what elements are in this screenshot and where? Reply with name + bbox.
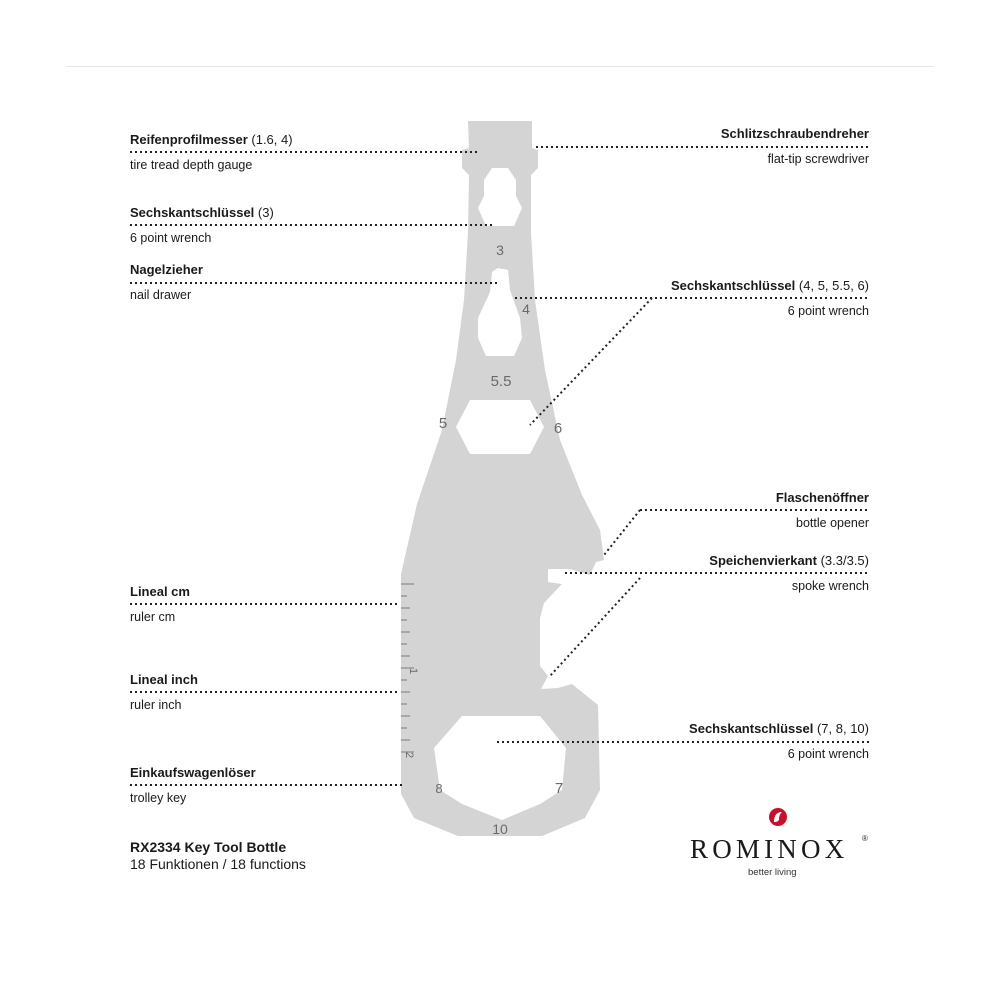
callout-nail-drawer-de: Nagelzieher xyxy=(130,262,203,277)
callout-hex-4-6-de: Sechskantschlüssel xyxy=(670,278,796,293)
engraving-8: 8 xyxy=(435,781,443,796)
callout-ruler-inch-de: Lineal inch xyxy=(130,672,198,687)
callout-hex-7-10 xyxy=(689,721,869,762)
callout-ruler-inch xyxy=(130,672,198,713)
callout-trolley-key-de: Einkaufswagenlöser xyxy=(130,765,256,780)
callout-hex-3-spec: (3) xyxy=(257,205,274,220)
product-info xyxy=(130,839,306,873)
brand-tagline: better living xyxy=(748,867,797,878)
engraving-6: 6 xyxy=(553,420,563,437)
callout-nail-drawer-en: nail drawer xyxy=(130,288,192,302)
callout-hex-7-10-spec: (7, 8, 10) xyxy=(816,721,869,736)
callout-tread-gauge-de: Reifenprofilmesser xyxy=(130,132,248,147)
callout-tread-gauge-en: tire tread depth gauge xyxy=(130,158,253,172)
callout-hex-7-10-en: 6 point wrench xyxy=(787,747,869,761)
leader-spoke-d xyxy=(550,578,640,676)
callout-screwdriver-en: flat-tip screwdriver xyxy=(767,152,869,166)
callout-ruler-inch-en: ruler inch xyxy=(130,698,182,712)
rominox-logo-icon xyxy=(767,806,789,828)
engraving-4: 4 xyxy=(522,301,530,317)
callout-hex-4-6-spec: (4, 5, 5.5, 6) xyxy=(798,278,869,293)
callout-tread-gauge xyxy=(130,132,293,173)
product-model: RX2334 Key Tool Bottle xyxy=(130,839,287,855)
engraving-3: 3 xyxy=(496,242,504,258)
callout-spoke-wrench xyxy=(709,553,869,594)
ruler-mark-2: 2 xyxy=(403,752,415,759)
ruler-mark-1: 1 xyxy=(407,668,419,675)
callout-bottle-opener-de: Flaschenöffner xyxy=(775,490,869,505)
callout-spoke-wrench-de: Speichenvierkant xyxy=(709,553,817,568)
callout-spoke-wrench-spec: (3.3/3.5) xyxy=(820,553,869,568)
callout-trolley-key-en: trolley key xyxy=(130,791,187,805)
callout-screwdriver-de: Schlitzschraubendreher xyxy=(720,126,869,141)
callout-screwdriver xyxy=(721,126,869,167)
callout-nail-drawer xyxy=(130,262,203,303)
callout-bottle-opener xyxy=(776,490,869,531)
callout-hex-3 xyxy=(130,205,274,246)
callout-ruler-cm-de: Lineal cm xyxy=(130,584,190,599)
callout-bottle-opener-en: bottle opener xyxy=(796,516,869,530)
callout-hex-4-6-en: 6 point wrench xyxy=(787,304,869,318)
engraving-7: 7 xyxy=(554,780,564,797)
callout-trolley-key xyxy=(130,765,256,806)
bottle-tool-body xyxy=(401,121,604,836)
leader-opener-d xyxy=(604,510,640,555)
product-functions: 18 Funktionen / 18 functions xyxy=(130,856,306,872)
engraving-10: 10 xyxy=(492,821,508,837)
callout-tread-gauge-spec: (1.6, 4) xyxy=(251,132,293,147)
engraving-5-5: 5.5 xyxy=(490,373,512,390)
callout-ruler-cm-en: ruler cm xyxy=(130,610,176,624)
callout-ruler-cm xyxy=(130,584,190,625)
callout-hex-7-10-de: Sechskantschlüssel xyxy=(689,721,814,736)
callout-hex-4-6 xyxy=(671,278,869,319)
callout-spoke-wrench-en: spoke wrench xyxy=(791,579,869,593)
engraving-5: 5 xyxy=(438,415,448,432)
callout-hex-3-de: Sechskantschlüssel xyxy=(130,205,255,220)
callout-hex-3-en: 6 point wrench xyxy=(130,231,212,245)
brand-name: ROMINOX xyxy=(690,834,849,864)
brand-registered-mark: ® xyxy=(862,834,868,843)
